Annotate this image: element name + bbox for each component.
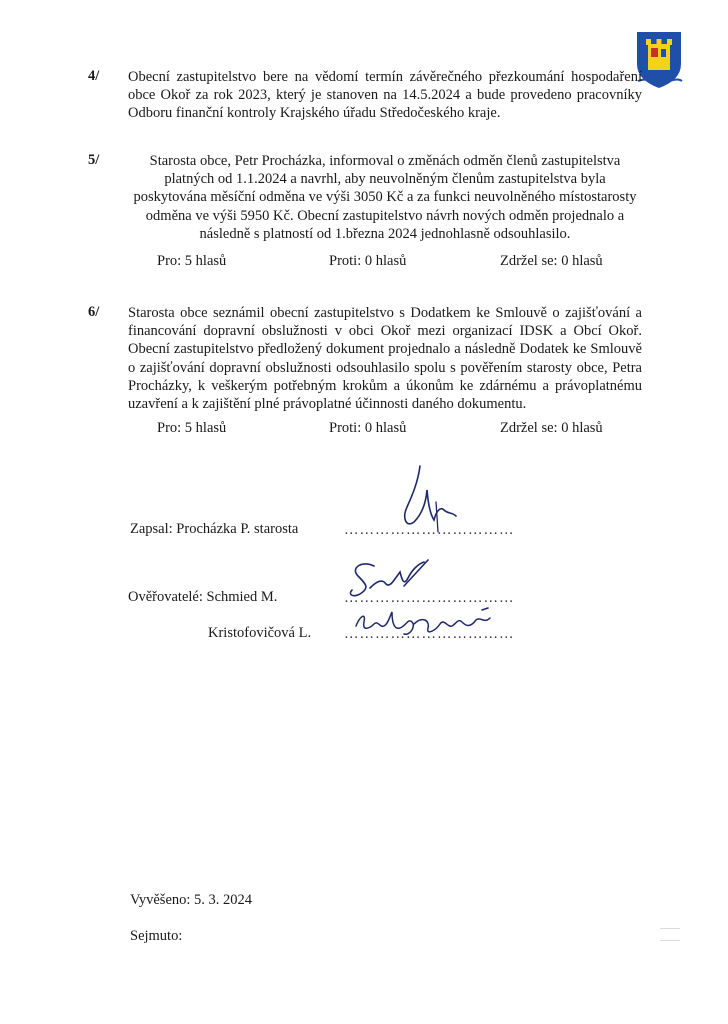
item-number: 6/ bbox=[88, 304, 100, 320]
vote-zdrzel: Zdržel se: 0 hlasů bbox=[500, 420, 603, 436]
signature-line: …………………………… bbox=[344, 522, 515, 538]
signature-line: …………………………… bbox=[344, 626, 515, 642]
vote-proti: Proti: 0 hlasů bbox=[329, 253, 407, 269]
signature-prochazka bbox=[392, 462, 472, 542]
vote-proti: Proti: 0 hlasů bbox=[329, 420, 407, 436]
item-text: Starosta obce seznámil obecní zastupitelstvo s Dodatkem ke Smlouvě o zajišťování a financování dopravní obslužnosti v obci Okoř mezi organizací IDSK a Obcí Okoř. Obecní zastupitelstvo předložený dokument projednalo a následně Dodatek ke Smlouvě o zajišťování dopravní obslužnosti odsouhlasilo spolu s pověřením starosty obce, Petra Procházky, k veškerým potřebným krokům a úkonům ke zdárnému a právoplatnému uzavření a k zajištění plné právoplatné účinnosti daného dokumentu. bbox=[128, 305, 642, 413]
removed-date: Sejmuto: bbox=[130, 928, 183, 944]
item-text: Obecní zastupitelstvo bere na vědomí termín závěrečného přezkoumání hospodaření obce Okoř za rok 2023, který je stanoven na 14.5.2024 a bude provedeno pracovníky Odboru finanční kontroly Krajského úřadu Středočeského kraje. bbox=[128, 69, 642, 122]
recorder-label: Zapsal: Procházka P. starosta bbox=[130, 521, 299, 537]
signature-kristofovicova bbox=[352, 606, 502, 642]
item-number: 5/ bbox=[88, 152, 100, 168]
scan-mark bbox=[660, 928, 680, 929]
item-text: Starosta obce, Petr Procházka, informoval o změnách odměn členů zastupitelstva platných od 1.1.2024 a navrhl, aby neuvolněným členům zastupitelstva byla poskytována měsíční odměna ve výši 3050 Kč a za funkci neuvolněného místostarosty odměna ve výši 5950 Kč. Obecní zastupitelstvo návrh nových odměn projednalo a následně s platností od 1.března 2024 jednohlasně odsouhlasilo. bbox=[133, 153, 637, 242]
signature-line: …………………………… bbox=[344, 590, 515, 606]
item-number: 4/ bbox=[88, 68, 100, 84]
posted-date: Vyvěšeno: 5. 3. 2024 bbox=[130, 892, 253, 908]
signature-schmied bbox=[344, 558, 434, 606]
verifier-second-label: Kristofovičová L. bbox=[208, 625, 312, 641]
verifiers-label: Ověřovatelé: Schmied M. bbox=[128, 589, 278, 605]
vote-pro: Pro: 5 hlasů bbox=[157, 253, 227, 269]
vote-zdrzel: Zdržel se: 0 hlasů bbox=[500, 253, 603, 269]
scan-mark bbox=[660, 940, 680, 941]
vote-pro: Pro: 5 hlasů bbox=[157, 420, 227, 436]
